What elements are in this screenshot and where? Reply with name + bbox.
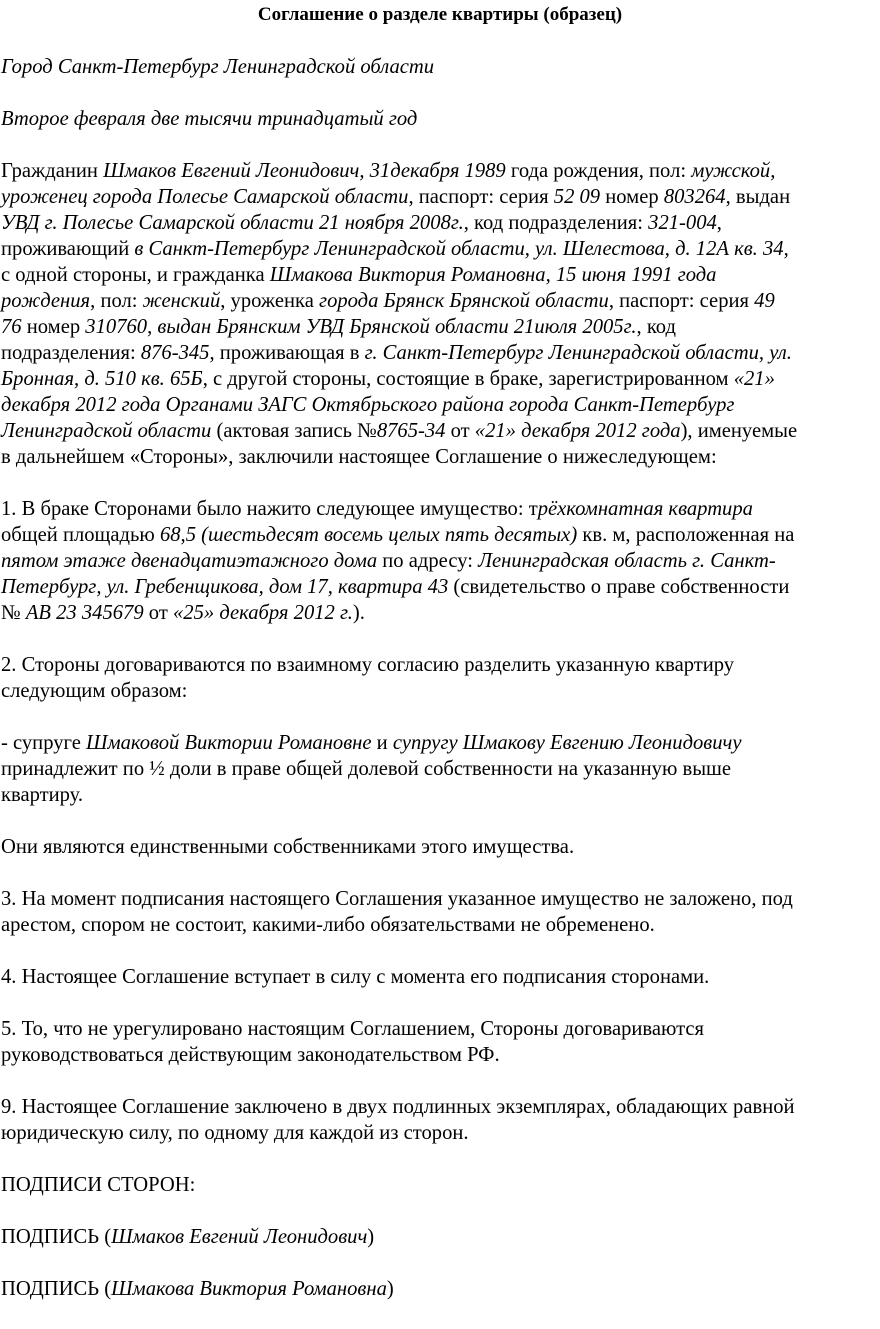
date-line: Второе февраля две тысячи тринадцатый год <box>1 108 418 130</box>
clause-9: 9. Настоящее Соглашение заключено в двух подлинных экземплярах, обладающих равной юридическую силу, по одному для каждой из сторон. <box>1 1096 795 1144</box>
document-title: Соглашение о разделе квартиры (образец) <box>257 4 623 25</box>
clause-4: 4. Настоящее Соглашение вступает в силу с момента его подписания сторонами. <box>1 966 710 988</box>
share-clause: - супруге Шмаковой Виктории Романовне и супругу Шмакову Евгению Леонидовичу принадлежит по ½ доли в праве общей долевой собственности на указанную выше квартиру. <box>1 732 742 806</box>
signature-line-husband: ПОДПИСЬ (Шмаков Евгений Леонидович) <box>1 1226 375 1248</box>
clause-3: 3. На момент подписания настоящего Соглашения указанное имущество не заложено, под арестом, спором не состоит, какими-либо обязательствами не обременено. <box>1 888 793 936</box>
intro-paragraph: Гражданин Шмаков Евгений Леонидович, 31декабря 1989 года рождения, пол: мужской, уроженец города Полесье Самарской области, паспорт: серия 52 09 номер 803264, выдан УВД г. Полесье Самарской области 21 ноября 2008г., код подразделения: 321-004, проживающий в Санкт-Петербург Ленинградской области, ул. Шелестова, д. 12А кв. 34, с одной стороны, и гражданка Шмакова Виктория Романовна, 15 июня 1991 года рождения, пол: женский, уроженка города Брянск Брянской области, паспорт: серия 49 76 номер 310760, выдан Брянским УВД Брянской области 21июля 2005г., код подразделения: 876-345, проживающая в г. Санкт-Петербург Ленинградской области, ул. Бронная, д. 510 кв. 65Б, с другой стороны, состоящие в браке, зарегистрированном «21» декабря 2012 года Органами ЗАГС Октябрьского района города Санкт-Петербург Ленинградской области (актовая запись №8765-34 от «21» декабря 2012 года), именуемые в дальнейшем «Стороны», заключили настоящее Соглашение о нижеследующем: <box>1 160 798 468</box>
signatures-heading: ПОДПИСИ СТОРОН: <box>1 1174 196 1196</box>
signature-line-wife: ПОДПИСЬ (Шмакова Виктория Романовна) <box>1 1278 394 1300</box>
owners-statement: Они являются единственными собственниками этого имущества. <box>1 836 575 858</box>
city-line: Город Санкт-Петербург Ленинградской области <box>1 56 435 78</box>
clause-5: 5. То, что не урегулировано настоящим Соглашением, Стороны договариваются руководствоваться действующим законодательством РФ. <box>1 1018 704 1066</box>
clause-2: 2. Стороны договариваются по взаимному согласию разделить указанную квартиру следующим образом: <box>1 654 735 702</box>
clause-1: 1. В браке Сторонами было нажито следующее имущество: трёхкомнатная квартира общей площадью 68,5 (шестьдесят восемь целых пять десятых) кв. м, расположенная на пятом этаже двенадцатиэтажного дома по адресу: Ленинградская область г. Санкт- Петербург, ул. Гребенщикова, дом 17, квартира 43 (свидетельство о праве собственности № АВ 23 345679 от «25» декабря 2012 г.). <box>1 498 795 624</box>
